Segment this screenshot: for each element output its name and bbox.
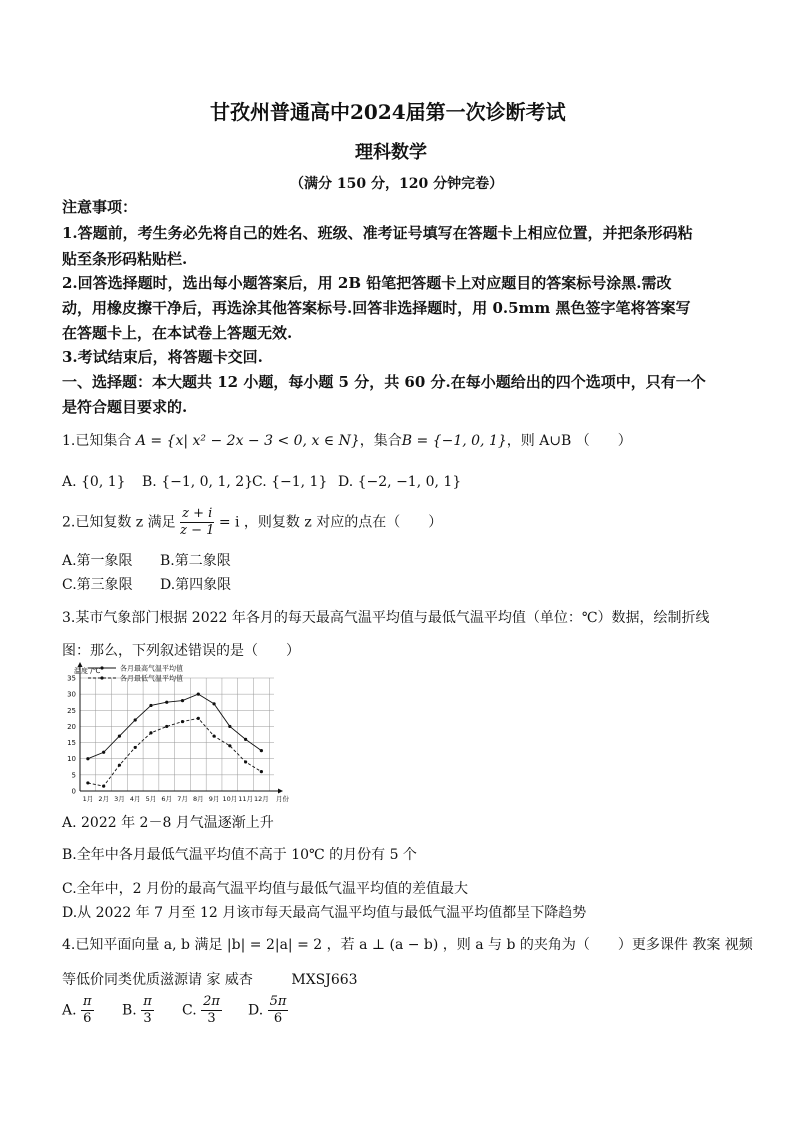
q4-option-c	[182, 994, 222, 1027]
q1-mid: ，集合	[359, 433, 402, 449]
data-point	[197, 717, 200, 720]
legend-marker-0	[100, 666, 103, 669]
legend-marker-1	[100, 676, 103, 679]
x-tick-label: 11月	[238, 795, 254, 803]
data-point	[102, 751, 105, 754]
q4-watermark-text: 等低价同类优质滋源请 家 威杏	[62, 972, 253, 988]
data-point	[118, 735, 121, 738]
q3-line2: 图：那么，下列叙述错误的是（ ）	[62, 643, 300, 659]
q2-option-a: A.第一象限	[62, 553, 133, 569]
q4-a-num: π	[83, 994, 92, 1009]
chart-grid	[80, 678, 274, 791]
question-2	[62, 506, 442, 539]
note-2a: 2.回答选择题时，选出每小题答案后，用 2B 铅笔把答题卡上对应题目的答案标号涂黑.需改	[62, 274, 672, 292]
x-tick-label: 5月	[145, 795, 157, 803]
data-point	[244, 738, 247, 741]
data-point	[165, 701, 168, 704]
q2-fraction	[180, 506, 214, 539]
data-point	[181, 720, 184, 723]
data-point	[86, 757, 89, 760]
q2-suffix: = i ，则复数 z 对应的点在（ ）	[218, 514, 443, 531]
page-title: 甘孜州普通高中2024届第一次诊断考试	[210, 100, 566, 124]
data-point	[260, 749, 263, 752]
q4-c-num: 2π	[203, 994, 220, 1009]
q4-option-c-label: C.	[182, 1002, 197, 1019]
q3-option-d: D.从 2022 年 7 月至 12 月该市每天最高气温平均值与最低气温平均值都呈下降趋势	[62, 905, 587, 921]
q4-b-num: π	[143, 994, 152, 1009]
data-point	[260, 770, 263, 773]
x-tick-label: 9月	[208, 795, 220, 803]
chart-legend	[88, 664, 183, 683]
data-point	[134, 746, 137, 749]
x-tick-label: 3月	[114, 795, 125, 803]
x-axis-arrow	[278, 789, 283, 794]
section1-line1: 一、选择题：本大题共 12 小题，每小题 5 分，共 60 分.在每小题给出的四个选项中，只有一个	[62, 373, 706, 391]
note-2b: 动，用橡皮擦干净后，再选涂其他答案标号.回答非选择题时，用 0.5mm 黑色签字笔将答案写	[62, 299, 691, 317]
q4-option-d-label: D.	[248, 1002, 264, 1019]
q4-option-d	[248, 994, 288, 1027]
data-point	[212, 735, 215, 738]
subject-title: 理科数学	[355, 142, 427, 163]
y-tick-label: 15	[67, 739, 76, 748]
q4-a-den: 6	[83, 1011, 92, 1026]
y-tick-label: 30	[67, 690, 76, 699]
data-point	[165, 725, 168, 728]
q4-option-d-frac	[268, 994, 289, 1027]
data-point	[149, 704, 152, 707]
note-3: 3.考试结束后，将答题卡交回.	[62, 348, 263, 366]
q4-option-a	[62, 994, 94, 1027]
note-2c: 在答题卡上，在本试卷上答题无效.	[62, 324, 293, 342]
q1-option-a: A. {0, 1}	[62, 474, 126, 490]
q4-option-b-label: B.	[122, 1002, 137, 1019]
q2-prefix: 2.已知复数 z 满足	[62, 514, 176, 531]
q4-option-c-frac	[201, 994, 222, 1027]
y-tick-label: 0	[71, 787, 76, 796]
legend-label-1: 各月最低气温平均值	[120, 674, 183, 683]
y-tick-label: 10	[67, 755, 76, 764]
q4-c-den: 3	[207, 1011, 216, 1026]
q4-d-den: 6	[273, 1011, 283, 1026]
y-axis-label: 温度 /℃	[74, 667, 101, 675]
q2-option-b: B.第二象限	[160, 553, 231, 569]
section1-line2: 是符合题目要求的.	[62, 398, 188, 416]
x-tick-label: 12月	[253, 795, 269, 803]
q2-option-d: D.第四象限	[160, 577, 232, 593]
data-point	[134, 718, 137, 721]
data-point	[149, 731, 152, 734]
q1-prefix: 1.已知集合	[62, 433, 132, 449]
q3-option-b: B.全年中各月最低气温平均值不高于 10℃ 的月份有 5 个	[62, 847, 417, 863]
y-tick-label: 5	[71, 771, 76, 780]
y-tick-label: 25	[67, 706, 76, 715]
q3-option-a: A. 2022 年 2－8 月气温逐渐上升	[62, 815, 274, 831]
q4-line2	[62, 969, 358, 989]
x-tick-label: 2月	[98, 795, 109, 803]
y-tick-label: 35	[67, 674, 76, 683]
note-1a: 1.答题前，考生务必先将自己的姓名、班级、准考证号填写在答题卡上相应位置，并把条形码粘	[62, 224, 693, 242]
x-tick-label: 1月	[82, 795, 94, 803]
x-tick-label: 10月	[222, 795, 238, 803]
q2-option-c: C.第三象限	[62, 577, 133, 593]
x-axis-label: 月份	[276, 795, 289, 803]
q1-set-b: B = {−1, 0, 1}	[401, 433, 507, 449]
note-1b: 贴至条形码粘贴栏.	[62, 250, 188, 268]
chart-labels	[67, 666, 289, 803]
q4-b-den: 3	[143, 1011, 152, 1026]
x-tick-label: 4月	[129, 795, 141, 803]
q4-code: MXSJ663	[291, 972, 358, 988]
q2-denominator: z − 1	[180, 523, 215, 538]
data-point	[181, 699, 184, 702]
data-point	[244, 760, 247, 763]
q4-option-a-label: A.	[62, 1002, 77, 1019]
data-point	[212, 702, 215, 705]
q4-option-b	[122, 994, 154, 1027]
q1-set-a: A = {x| x² − 2x − 3 < 0, x ∈ N}	[135, 433, 360, 449]
x-tick-label: 7月	[177, 795, 188, 803]
q1-suffix: ，则 A∪B （ ）	[506, 433, 632, 449]
q3-line1: 3.某市气象部门根据 2022 年各月的每天最高气温平均值与最低气温平均值（单位：℃）数据，绘制折线	[62, 610, 710, 626]
q2-numerator: z + i	[180, 506, 214, 523]
temperature-line-chart	[60, 660, 290, 810]
x-tick-label: 6月	[161, 795, 173, 803]
q1-option-c: C. {−1, 1}	[252, 474, 328, 490]
data-point	[118, 764, 121, 767]
data-point	[197, 693, 200, 696]
q1-option-b: B. {−1, 0, 1, 2}	[142, 474, 254, 490]
data-point	[228, 744, 231, 747]
legend-label-0: 各月最高气温平均值	[120, 664, 183, 673]
y-tick-label: 20	[67, 722, 76, 731]
q4-option-a-frac	[81, 994, 94, 1027]
q1-option-d: D. {−2, −1, 0, 1}	[338, 474, 462, 490]
q3-option-c: C.全年中，2 月份的最高气温平均值与最低气温平均值的差值最大	[62, 881, 469, 897]
data-point	[102, 785, 105, 788]
q4-option-b-frac	[141, 994, 154, 1027]
question-1	[62, 430, 632, 450]
data-point	[86, 781, 89, 784]
notes-heading: 注意事项：	[62, 198, 138, 216]
q4-d-num: 5π	[269, 994, 287, 1009]
x-tick-label: 8月	[192, 795, 204, 803]
exam-info: （满分 150 分，120 分钟完卷）	[290, 176, 504, 192]
data-point	[228, 725, 231, 728]
q4-line1: 4.已知平面向量 a, b 满足 |b| = 2|a| = 2 ，若 a ⊥ (a − b) ，则 a 与 b 的夹角为（ ）更多课件 教案 视频	[62, 937, 753, 953]
